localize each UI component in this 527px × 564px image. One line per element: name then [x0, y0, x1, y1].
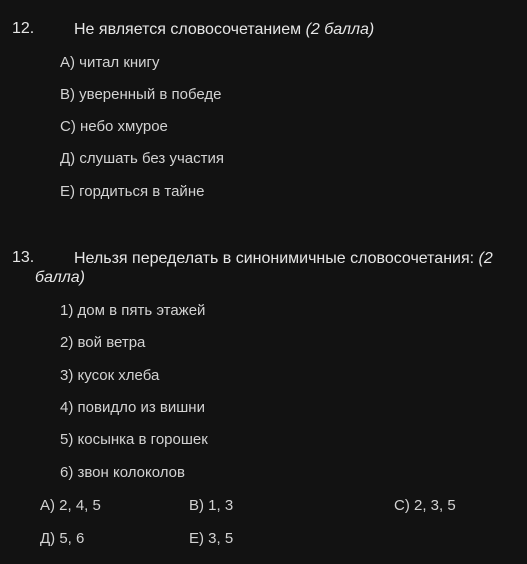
question-12-option-a: А) читал книгу	[60, 54, 160, 71]
question-12-points: (2 балла)	[305, 21, 375, 38]
question-13-item-6: 6) звон колоколов	[60, 464, 185, 481]
question-13-text: Нельзя переделать в синонимичные словосочетания:	[74, 250, 475, 267]
question-13-item-5: 5) косынка в горошек	[60, 431, 208, 448]
question-13-number: 13.	[12, 249, 35, 266]
question-13-title-continued	[35, 268, 85, 287]
question-13-answer-a: А) 2, 4, 5	[40, 497, 101, 514]
question-13-item-1: 1) дом в пять этажей	[60, 302, 206, 319]
question-12-title	[74, 20, 374, 39]
question-13-answer-e: Е) 3, 5	[189, 530, 234, 547]
question-12-number: 12.	[12, 20, 35, 37]
question-13-item-3: 3) кусок хлеба	[60, 367, 160, 384]
question-13-answer-d: Д) 5, 6	[40, 530, 85, 547]
question-12-option-e: Е) гордиться в тайне	[60, 183, 205, 200]
question-12-text: Не является словосочетанием	[74, 21, 302, 38]
question-13-title	[74, 249, 493, 268]
question-12-option-b: В) уверенный в победе	[60, 86, 222, 103]
question-12-option-c: С) небо хмурое	[60, 118, 168, 135]
question-13-points-line1: (2	[478, 250, 493, 267]
question-13-answer-c: С) 2, 3, 5	[394, 497, 456, 514]
question-13-item-2: 2) вой ветра	[60, 334, 146, 351]
question-13-item-4: 4) повидло из вишни	[60, 399, 205, 416]
question-13-points-line2: балла)	[35, 269, 85, 286]
question-13-answer-b: В) 1, 3	[189, 497, 234, 514]
question-12-option-d: Д) слушать без участия	[60, 150, 224, 167]
